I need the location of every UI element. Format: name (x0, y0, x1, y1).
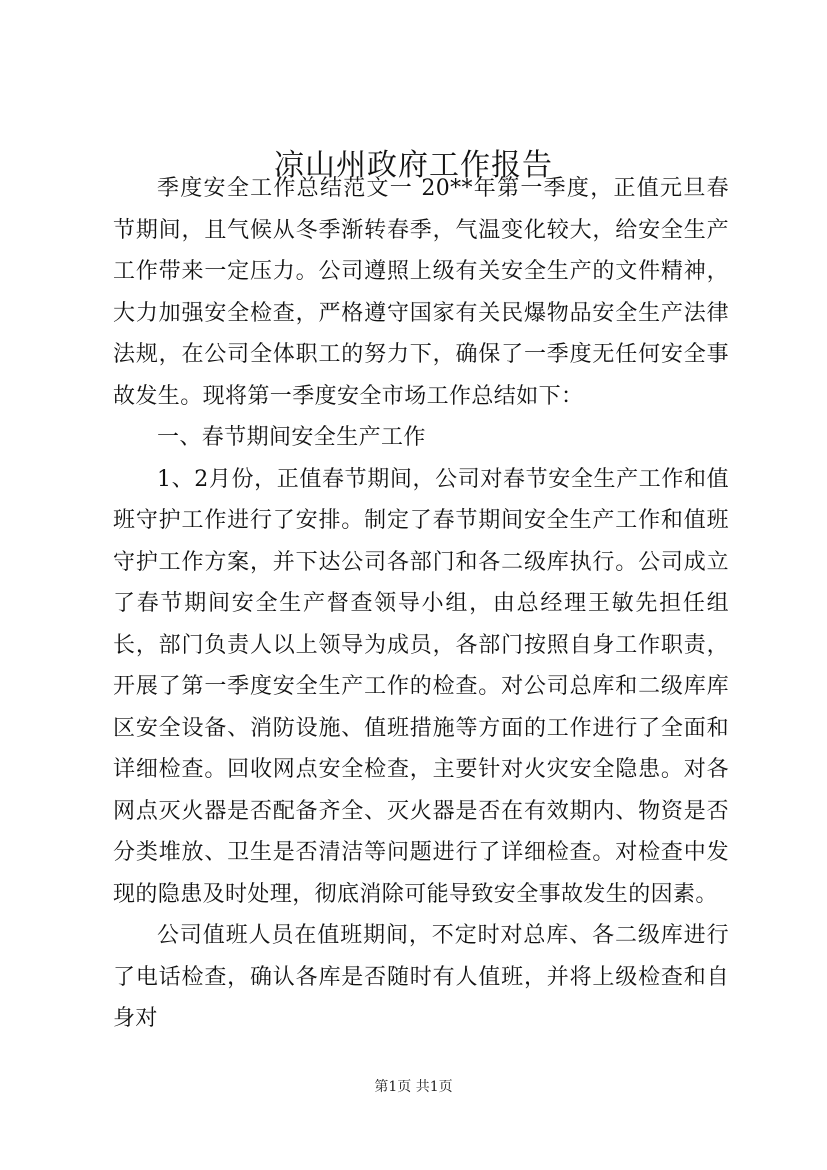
paragraph-spring-festival: 1、2月份，正值春节期间，公司对春节安全生产工作和值班守护工作进行了安排。制定了春节期间安全生产工作和值班守护工作方案，并下达公司各部门和各二级库执行。公司成立了春节期间安全生产督查领导小组，由总经理王敏先担任组长，部门负责人以上领导为成员，各部门按照自身工作职责，开展了第一季度安全生产工作的检查。对公司总库和二级库库区安全设备、消防设施、值班措施等方面的工作进行了全面和详细检查。回收网点安全检查，主要针对火灾安全隐患。对各网点灭火器是否配备齐全、灭火器是否在有效期内、物资是否分类堆放、卫生是否清洁等问题进行了详细检查。对检查中发现的隐患及时处理，彻底消除可能导致安全事故发生的因素。 (113, 466, 729, 907)
section-heading: 一、春节期间安全生产工作 (157, 425, 426, 450)
paragraph-intro: 季度安全工作总结范文一 20**年第一季度，正值元旦春节期间，且气候从冬季渐转春季，气温变化较大，给安全生产工作带来一定压力。公司遵照上级有关安全生产的文件精神，大力加强安全检查，严格遵守国家有关民爆物品安全生产法律法规，在公司全体职工的努力下，确保了一季度无任何安全事故发生。现将第一季度安全市场工作总结如下： (113, 176, 729, 409)
page-footer: 第1页 共1页 (374, 1079, 453, 1095)
document-body (113, 168, 729, 1040)
document-title: 凉山州政府工作报告 (274, 148, 553, 183)
paragraph-duty-staff: 公司值班人员在值班期间，不定时对总库、各二级库进行了电话检查，确认各库是否随时有人值班，并将上级检查和自身对 (113, 923, 729, 1031)
